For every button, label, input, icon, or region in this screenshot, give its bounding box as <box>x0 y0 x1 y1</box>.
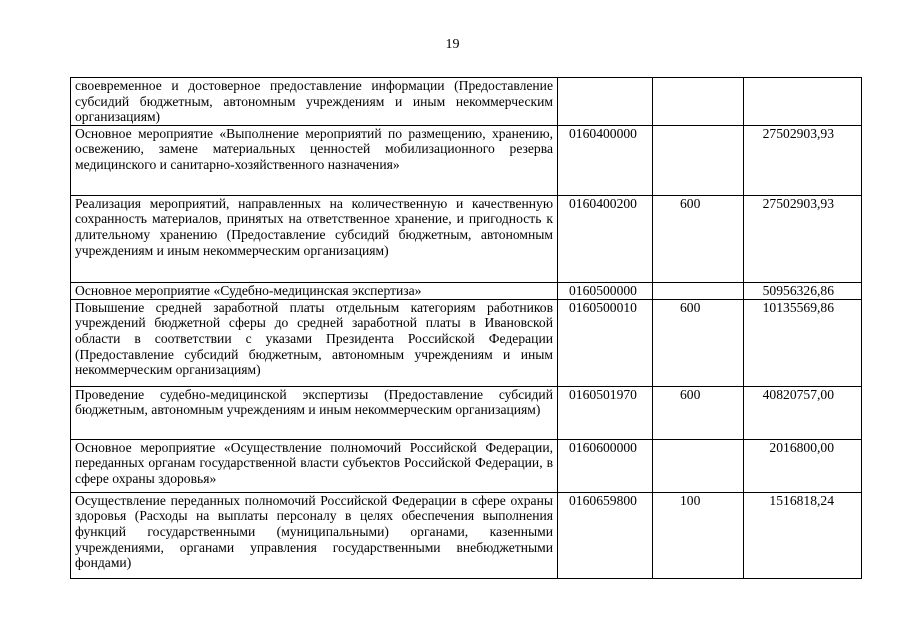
row-description: Повышение средней заработной платы отдельным категориям работников учреждений бюджетной сферы до средней заработной платы в Ивановской области в соответствии с указами Президента Российской Федерации (Предоставление субсидий бюджетным, автономным учреждениям и иным некоммерческим организациям) <box>71 299 558 386</box>
table-row <box>71 78 862 126</box>
row-code: 0160400000 <box>558 125 653 195</box>
row-amount <box>744 78 862 126</box>
table-row <box>71 439 862 492</box>
row-amount: 27502903,93 <box>744 195 862 282</box>
table-row <box>71 299 862 386</box>
row-description: Основное мероприятие «Судебно-медицинская экспертиза» <box>71 282 558 299</box>
row-expense-type <box>653 282 744 299</box>
row-description: Основное мероприятие «Выполнение мероприятий по размещению, хранению, освежению, замене материальных ценностей мобилизационного резерва медицинского и санитарно-хозяйственного назначения» <box>71 125 558 195</box>
row-amount: 2016800,00 <box>744 439 862 492</box>
table-row <box>71 386 862 439</box>
row-expense-type <box>653 78 744 126</box>
row-code <box>558 78 653 126</box>
row-code: 0160600000 <box>558 439 653 492</box>
row-expense-type: 100 <box>653 492 744 578</box>
row-description: своевременное и достоверное предоставление информации (Предоставление субсидий бюджетным, автономным учреждениям и иным некоммерческим организациям) <box>71 78 558 126</box>
row-expense-type <box>653 439 744 492</box>
row-amount: 10135569,86 <box>744 299 862 386</box>
table-row <box>71 282 862 299</box>
row-expense-type: 600 <box>653 386 744 439</box>
row-code: 0160500000 <box>558 282 653 299</box>
page-number: 19 <box>445 37 460 52</box>
row-expense-type: 600 <box>653 299 744 386</box>
row-amount: 27502903,93 <box>744 125 862 195</box>
row-code: 0160500010 <box>558 299 653 386</box>
table-row <box>71 492 862 578</box>
row-expense-type: 600 <box>653 195 744 282</box>
row-code: 0160501970 <box>558 386 653 439</box>
row-description: Основное мероприятие «Осуществление полномочий Российской Федерации, переданных органам государственной власти субъектов Российской Федерации, в сфере охраны здоровья» <box>71 439 558 492</box>
row-amount: 50956326,86 <box>744 282 862 299</box>
row-description: Реализация мероприятий, направленных на количественную и качественную сохранность материалов, принятых на ответственное хранение, и пригодность к длительному хранению (Предоставление субсидий бюджетным, автономным учреждениям и иным некоммерческим организациям) <box>71 195 558 282</box>
row-code: 0160659800 <box>558 492 653 578</box>
table-row <box>71 195 862 282</box>
budget-table <box>70 77 862 579</box>
row-expense-type <box>653 125 744 195</box>
row-description: Осуществление переданных полномочий Российской Федерации в сфере охраны здоровья (Расходы на выплаты персоналу в целях обеспечения выполнения функций государственными (муниципальными) органами, казенными учреждениями, органами управления государственными внебюджетными фондами) <box>71 492 558 578</box>
table-row <box>71 125 862 195</box>
row-code: 0160400200 <box>558 195 653 282</box>
row-amount: 40820757,00 <box>744 386 862 439</box>
row-description: Проведение судебно-медицинской экспертизы (Предоставление субсидий бюджетным, автономным учреждениям и иным некоммерческим организациям) <box>71 386 558 439</box>
row-amount: 1516818,24 <box>744 492 862 578</box>
